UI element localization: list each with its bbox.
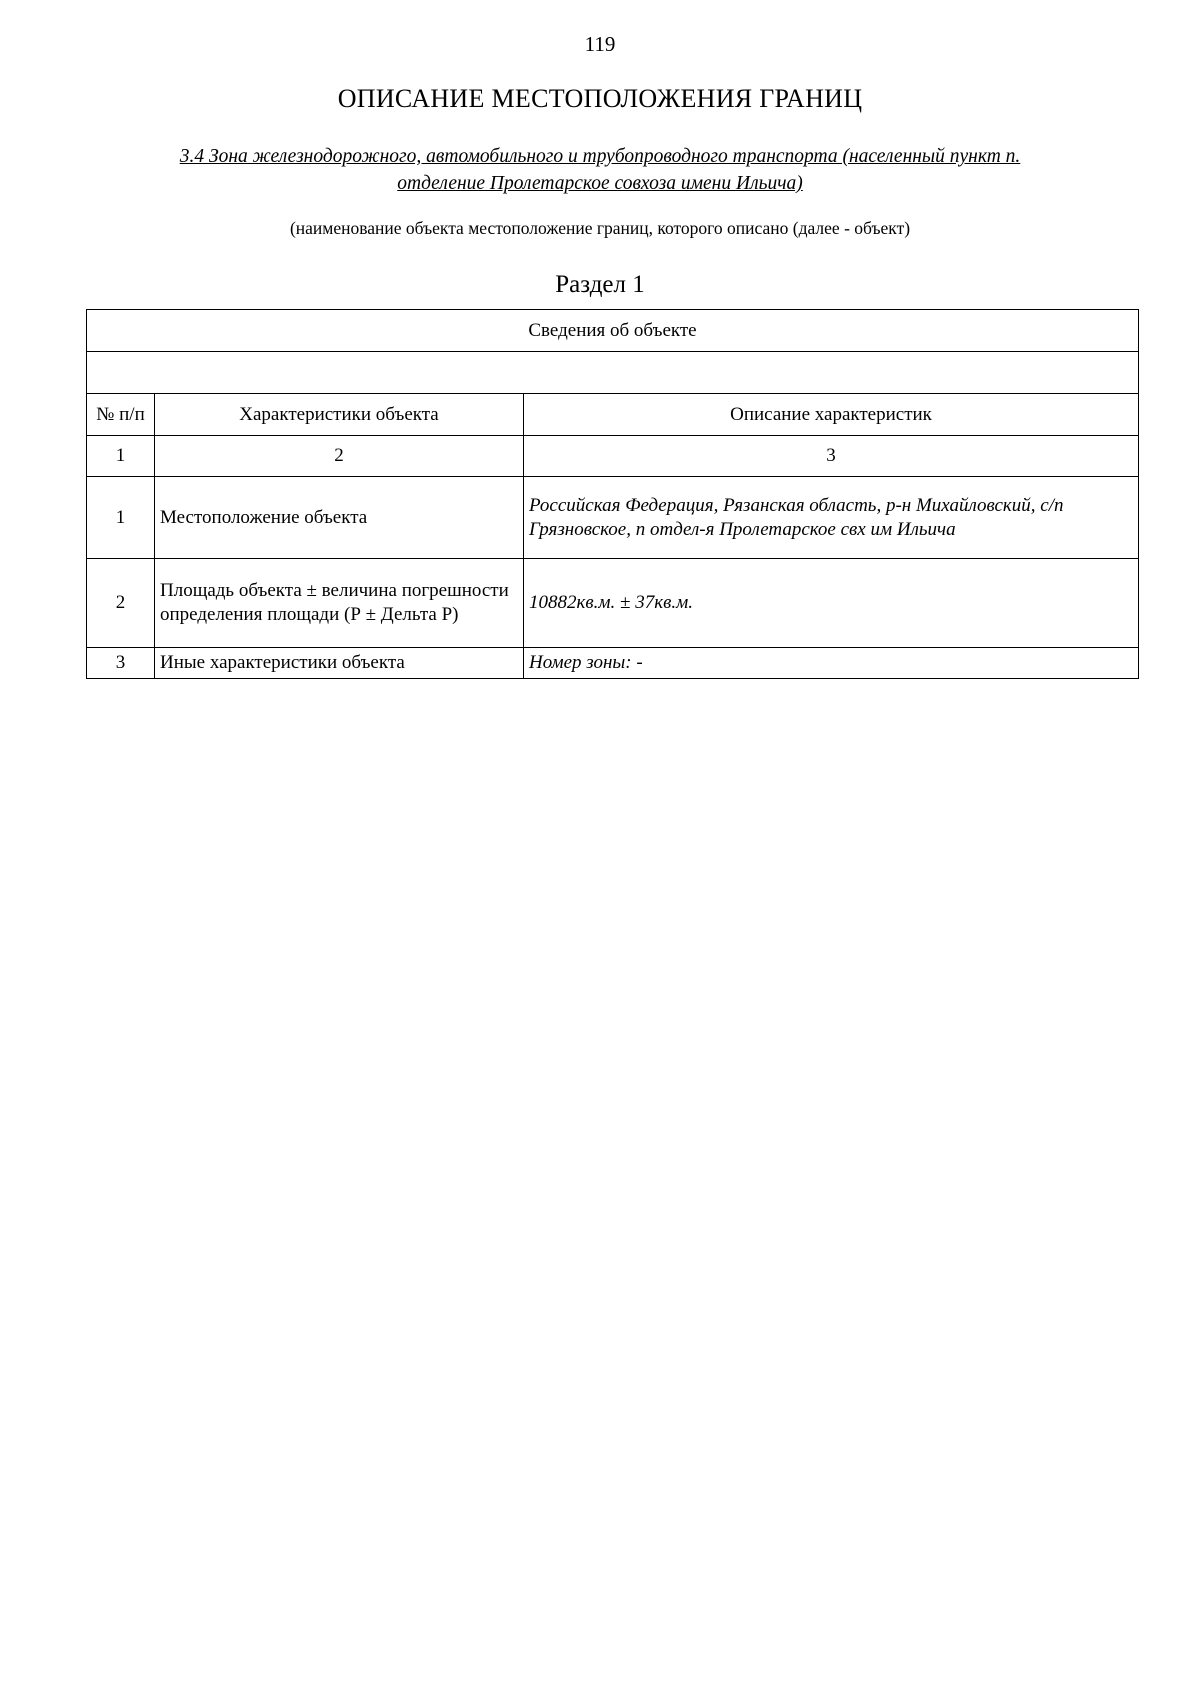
table-row bbox=[87, 477, 1139, 559]
object-info-table bbox=[86, 309, 1139, 679]
object-name-line-1: 3.4 Зона железнодорожного, автомобильного и трубопроводного транспорта (населенный пункт п. bbox=[179, 146, 1021, 167]
row-num: 3 bbox=[87, 648, 155, 679]
column-index-1: 1 bbox=[87, 436, 155, 477]
table-header: Сведения об объекте bbox=[87, 310, 1139, 352]
column-index-2: 2 bbox=[155, 436, 524, 477]
table-row bbox=[87, 648, 1139, 679]
table-column-index-row bbox=[87, 436, 1139, 477]
page-number: 119 bbox=[584, 32, 616, 56]
row-characteristic: Иные характеристики объекта bbox=[155, 648, 524, 679]
row-description: 10882кв.м. ± 37кв.м. bbox=[524, 559, 1139, 648]
table-empty-cell bbox=[87, 352, 1139, 394]
object-name-line-2: отделение Пролетарское совхоза имени Ильича) bbox=[397, 173, 803, 194]
column-header-num: № п/п bbox=[87, 394, 155, 436]
section-title: Раздел 1 bbox=[555, 271, 645, 298]
row-description: Российская Федерация, Рязанская область, р-н Михайловский, с/п Грязновское, п отдел-я Пролетарское свх им Ильича bbox=[524, 477, 1139, 559]
column-header-characteristic: Характеристики объекта bbox=[155, 394, 524, 436]
table-column-headers bbox=[87, 394, 1139, 436]
column-index-3: 3 bbox=[524, 436, 1139, 477]
object-name bbox=[110, 143, 1090, 197]
document-title: ОПИСАНИЕ МЕСТОПОЛОЖЕНИЯ ГРАНИЦ bbox=[337, 84, 863, 113]
row-characteristic: Местоположение объекта bbox=[155, 477, 524, 559]
row-characteristic: Площадь объекта ± величина погрешности определения площади (Р ± Дельта Р) bbox=[155, 559, 524, 648]
object-caption: (наименование объекта местоположение границ, которого описано (далее - объект) bbox=[289, 218, 911, 238]
table-row bbox=[87, 559, 1139, 648]
row-num: 1 bbox=[87, 477, 155, 559]
table-empty-row bbox=[87, 352, 1139, 394]
row-num: 2 bbox=[87, 559, 155, 648]
row-description: Номер зоны: - bbox=[524, 648, 1139, 679]
table-header-row bbox=[87, 310, 1139, 352]
column-header-description: Описание характеристик bbox=[524, 394, 1139, 436]
